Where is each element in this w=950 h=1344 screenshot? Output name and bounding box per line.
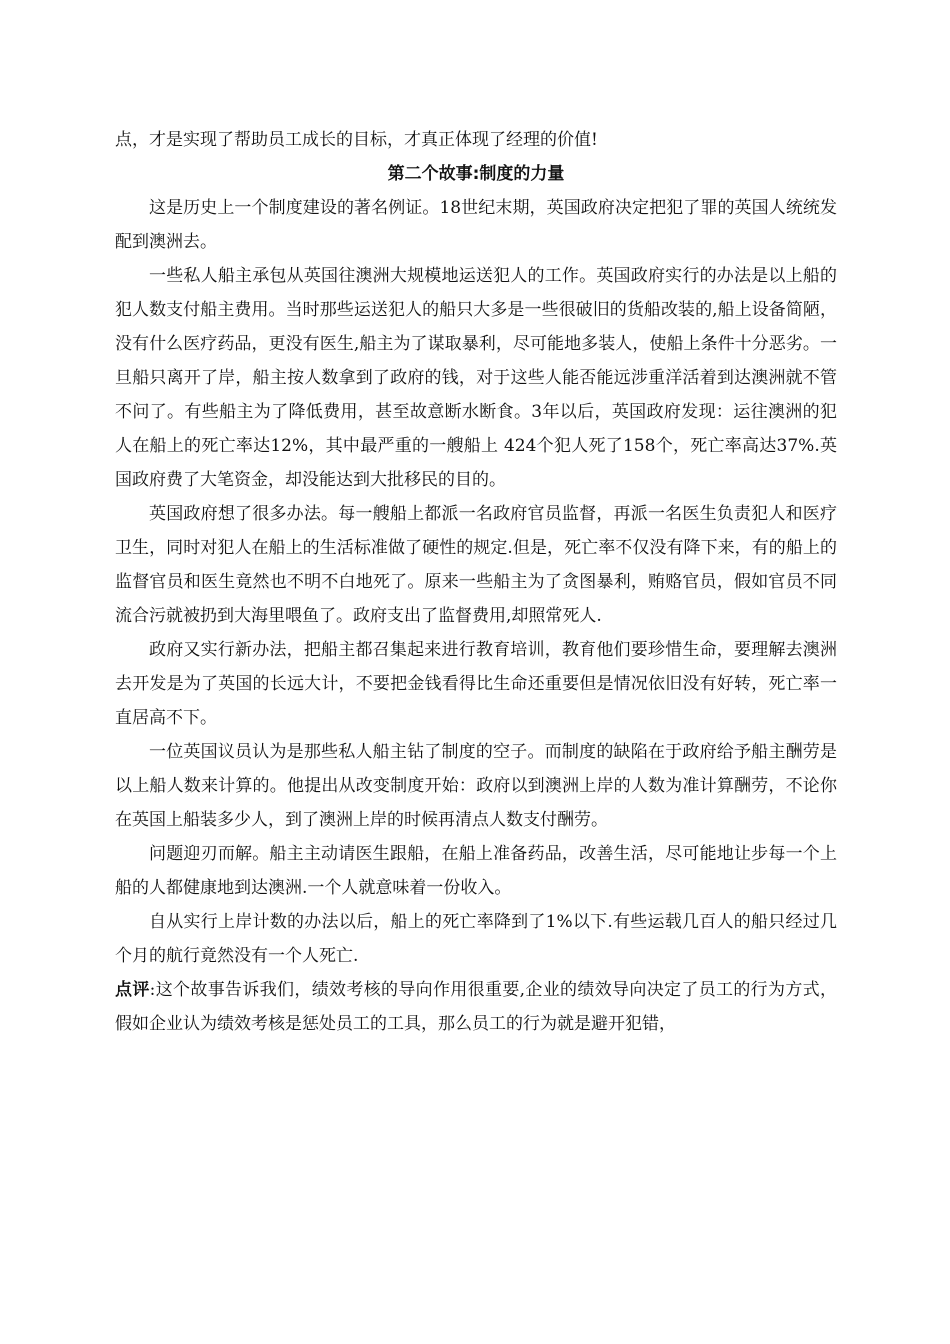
story-title: 第二个故事:制度的力量 [387, 164, 565, 184]
paragraph-5: 一位英国议员认为是那些私人船主钻了制度的空子。而制度的缺陷在于政府给予船主酬劳是以上船人数来计算的。他提出从改变制度开始：政府以到澳洲上岸的人数为准计算酬劳，不论你在英国上船装多少人，到了澳洲上岸的时候再清点人数支付酬劳。 [115, 742, 837, 830]
intro-tail-paragraph: 点，才是实现了帮助员工成长的目标，才真正体现了经理的价值! [115, 130, 598, 150]
paragraph-1: 这是历史上一个制度建设的著名例证。18世纪末期，英国政府决定把犯了罪的英国人统统发配到澳洲去。 [115, 198, 837, 252]
comment-paragraph [115, 973, 837, 1041]
document-body [115, 123, 837, 1041]
paragraph-2: 一些私人船主承包从英国往澳洲大规模地运送犯人的工作。英国政府实行的办法是以上船的犯人数支付船主费用。当时那些运送犯人的船只大多是一些很破旧的货船改装的,船上设备简陋，没有什么医疗药品，更没有医生,船主为了谋取暴利，尽可能地多装人，使船上条件十分恶劣。一旦船只离开了岸，船主按人数拿到了政府的钱，对于这些人能否能远涉重洋活着到达澳洲就不管不问了。有些船主为了降低费用，甚至故意断水断食。3年以后，英国政府发现：运往澳洲的犯人在船上的死亡率达12%，其中最严重的一艘船上 424个犯人死了158个，死亡率高达37%.英国政府费了大笔资金，却没能达到大批移民的目的。 [115, 266, 837, 490]
paragraph-4: 政府又实行新办法，把船主都召集起来进行教育培训，教育他们要珍惜生命，要理解去澳洲去开发是为了英国的长远大计，不要把金钱看得比生命还重要但是情况依旧没有好转，死亡率一直居高不下。 [115, 640, 837, 728]
paragraph-3: 英国政府想了很多办法。每一艘船上都派一名政府官员监督，再派一名医生负责犯人和医疗卫生，同时对犯人在船上的生活标准做了硬性的规定.但是，死亡率不仅没有降下来，有的船上的监督官员和医生竟然也不明不白地死了。原来一些船主为了贪图暴利，贿赂官员，假如官员不同流合污就被扔到大海里喂鱼了。政府支出了监督费用,却照常死人. [115, 504, 837, 626]
paragraph-6: 问题迎刃而解。船主主动请医生跟船，在船上准备药品，改善生活，尽可能地让步每一个上船的人都健康地到达澳洲.一个人就意味着一份收入。 [115, 844, 837, 898]
comment-label: 点评 [115, 980, 150, 1000]
comment-text: :这个故事告诉我们，绩效考核的导向作用很重要,企业的绩效导向决定了员工的行为方式，假如企业认为绩效考核是惩处员工的工具，那么员工的行为就是避开犯错， [115, 980, 838, 1034]
paragraph-7: 自从实行上岸计数的办法以后，船上的死亡率降到了1%以下.有些运载几百人的船只经过几个月的航行竟然没有一个人死亡. [115, 912, 837, 966]
